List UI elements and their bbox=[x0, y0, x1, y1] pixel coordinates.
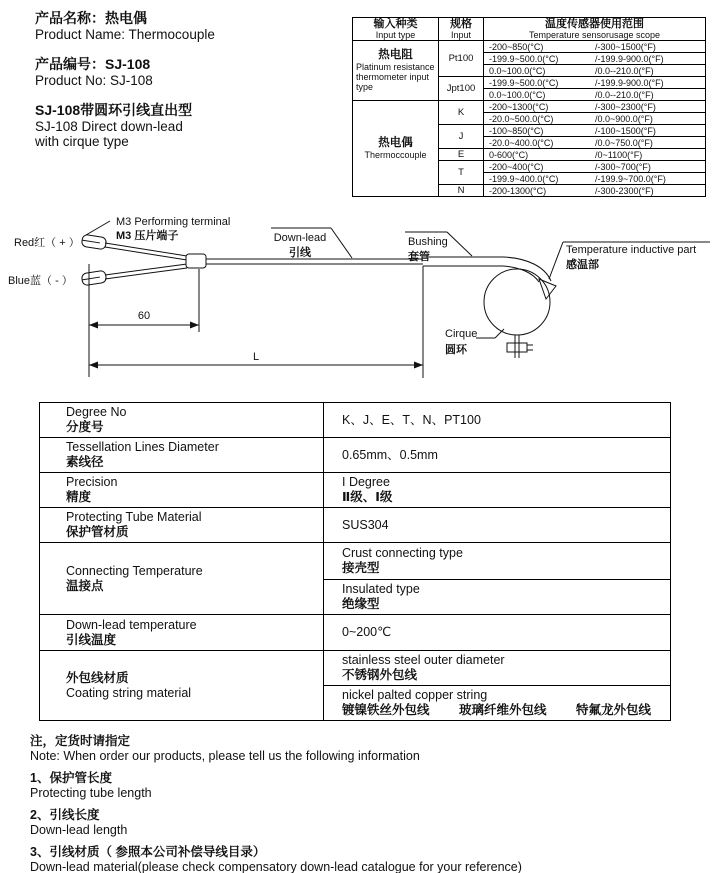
product-no-en: Product No: SJ-108 bbox=[35, 72, 153, 88]
note-item: 2、引线长度 Down-lead length bbox=[30, 808, 128, 837]
product-model-cn: SJ-108带圆环引线直出型 bbox=[35, 102, 193, 118]
blue-lead-label: Blue蓝（ - ） bbox=[8, 275, 73, 287]
dimension-l: L bbox=[252, 351, 260, 363]
bushing-label-en: Bushing bbox=[408, 236, 448, 248]
range-cell: -20.0~400.0(°C) /0.0~750.0(°F) bbox=[484, 137, 706, 149]
spec-code: E bbox=[439, 149, 484, 161]
spec-value: Insulated type 绝缘型 bbox=[324, 580, 671, 615]
product-model-en-2: with cirque type bbox=[35, 134, 129, 149]
table-row bbox=[40, 508, 671, 543]
range-cell: -199.9~500.0(°C) /-199.9-900.0(°F) bbox=[484, 77, 706, 89]
product-name-cn: 产品名称：热电偶 bbox=[35, 10, 147, 26]
range-cell: 0.0~100.0(°C) /0.0--210.0(°F) bbox=[484, 89, 706, 101]
dimension-60: 60 bbox=[137, 310, 151, 322]
range-cell: -200~400(°C) /-300~700(°F) bbox=[484, 161, 706, 173]
cirque-label-cn: 圆环 bbox=[445, 344, 467, 356]
range-cell: 0.0~100.0(°C) /0.0--210.0(°F) bbox=[484, 65, 706, 77]
cirque-label-en: Cirque bbox=[445, 328, 478, 340]
product-model-en-1: SJ-108 Direct down-lead bbox=[35, 118, 183, 134]
product-name-group bbox=[35, 11, 215, 42]
range-cell: -199.9~500.0(°C) /-199.9-900.0(°F) bbox=[484, 53, 706, 65]
spec-code: N bbox=[439, 185, 484, 197]
group-thermocouple: 热电偶 Thermoccouple bbox=[353, 101, 439, 197]
header-scope: 温度传感器使用范围 Temperature sensorusage scope bbox=[484, 18, 706, 41]
spec-value: 0~200℃ bbox=[324, 615, 671, 651]
note-item: 3、引线材质（ 参照本公司补偿导线目录） Down-lead material(please check compensatory down-lead catalogue for your reference) bbox=[30, 845, 522, 873]
cirque-ring bbox=[484, 269, 550, 335]
group-platinum-resistance: 热电阻 Platinum resistance thermometer input type bbox=[353, 41, 439, 101]
table-row bbox=[40, 403, 671, 438]
spec-value: 0.65mm、0.5mm bbox=[324, 438, 671, 473]
product-no-group bbox=[35, 57, 215, 88]
spec-code: Jpt100 bbox=[439, 77, 484, 101]
bushing-tube bbox=[423, 257, 551, 282]
table-row bbox=[40, 438, 671, 473]
red-terminal-fork bbox=[81, 234, 107, 250]
m3-leader-line bbox=[86, 221, 110, 235]
spec-value: I Degree Ⅱ级、Ⅰ级 bbox=[324, 473, 671, 508]
bolt bbox=[507, 335, 533, 358]
table-row bbox=[40, 615, 671, 651]
bushing-label-cn: 套管 bbox=[408, 251, 430, 263]
product-name-en: Product Name: Thermocouple bbox=[35, 26, 215, 42]
spec-value: SUS304 bbox=[324, 508, 671, 543]
spec-code: Pt100 bbox=[439, 41, 484, 77]
table-row bbox=[40, 473, 671, 508]
product-model-group bbox=[35, 103, 215, 150]
blue-terminal-fork bbox=[81, 270, 107, 286]
spec-value: nickel palted copper string 镀镍铁丝外包线 玻璃纤维外包线 特氟龙外包线 bbox=[324, 686, 671, 721]
table-row bbox=[353, 101, 706, 113]
fiberglass-coating-option: 玻璃纤维外包线 bbox=[459, 703, 547, 717]
table-row bbox=[40, 651, 671, 686]
spec-label: Protecting Tube Material 保护管材质 bbox=[40, 508, 324, 543]
header-spec: 规格 Input bbox=[439, 18, 484, 41]
m3-label-en: M3 Performing terminal bbox=[116, 216, 231, 228]
note-item: 1、保护管长度 Protecting tube length bbox=[30, 771, 152, 800]
teflon-coating-option: 特氟龙外包线 bbox=[576, 703, 652, 717]
spec-label: Tessellation Lines Diameter 素线径 bbox=[40, 438, 324, 473]
temperature-range-table bbox=[352, 17, 706, 197]
range-cell: -200~850(°C) /-300~1500(°F) bbox=[484, 41, 706, 53]
product-no-cn: 产品编号：SJ-108 bbox=[35, 56, 151, 72]
product-header bbox=[35, 11, 215, 165]
spec-value: Crust connecting type 接壳型 bbox=[324, 543, 671, 580]
spec-code: T bbox=[439, 161, 484, 185]
note-title-cn: 注，定货时请指定 bbox=[30, 734, 131, 748]
temp-part-label-en: Temperature inductive part bbox=[566, 244, 697, 256]
spec-label: Connecting Temperature 温接点 bbox=[40, 543, 324, 615]
red-lead-label: Red红（ + ） bbox=[14, 237, 80, 249]
ferrule bbox=[186, 254, 206, 268]
spec-label: Precision 精度 bbox=[40, 473, 324, 508]
downlead-label-cn: 引线 bbox=[289, 247, 311, 259]
lead-wires bbox=[105, 243, 423, 279]
range-cell: -200-1300(°C) /-300-2300(°F) bbox=[484, 185, 706, 197]
range-cell: -199.9~400.0(°C) /-199.9~700.0(°F) bbox=[484, 173, 706, 185]
temp-part-label-cn: 感温部 bbox=[566, 259, 599, 271]
spec-value: K、J、E、T、N、PT100 bbox=[324, 403, 671, 438]
table-header-row bbox=[353, 18, 706, 41]
nickel-coating-option: 镀镍铁丝外包线 bbox=[342, 703, 430, 717]
spec-code: K bbox=[439, 101, 484, 125]
table-row bbox=[40, 543, 671, 580]
range-cell: -20.0~500.0(°C) /0.0~900.0(°F) bbox=[484, 113, 706, 125]
m3-label-cn: M3 压片端子 bbox=[116, 230, 179, 242]
table-row bbox=[353, 41, 706, 53]
spec-code: J bbox=[439, 125, 484, 149]
order-notes bbox=[30, 734, 522, 873]
spec-label: Degree No 分度号 bbox=[40, 403, 324, 438]
spec-label: 外包线材质 Coating string material bbox=[40, 651, 324, 721]
downlead-label-en: Down-lead bbox=[273, 232, 327, 244]
spec-label: Down-lead temperature 引线温度 bbox=[40, 615, 324, 651]
range-cell: -200~1300(°C) /-300~2300(°F) bbox=[484, 101, 706, 113]
range-cell: -100~850(°C) /-100~1500(°F) bbox=[484, 125, 706, 137]
note-title-en: Note: When order our products, please tell us the following information bbox=[30, 748, 420, 763]
range-cell: 0-600(°C) /0~1100(°F) bbox=[484, 149, 706, 161]
specification-table bbox=[39, 402, 671, 721]
header-input-type: 输入种类 Input type bbox=[353, 18, 439, 41]
spec-value: stainless steel outer diameter 不锈钢外包线 bbox=[324, 651, 671, 686]
thermocouple-diagram bbox=[0, 205, 713, 400]
